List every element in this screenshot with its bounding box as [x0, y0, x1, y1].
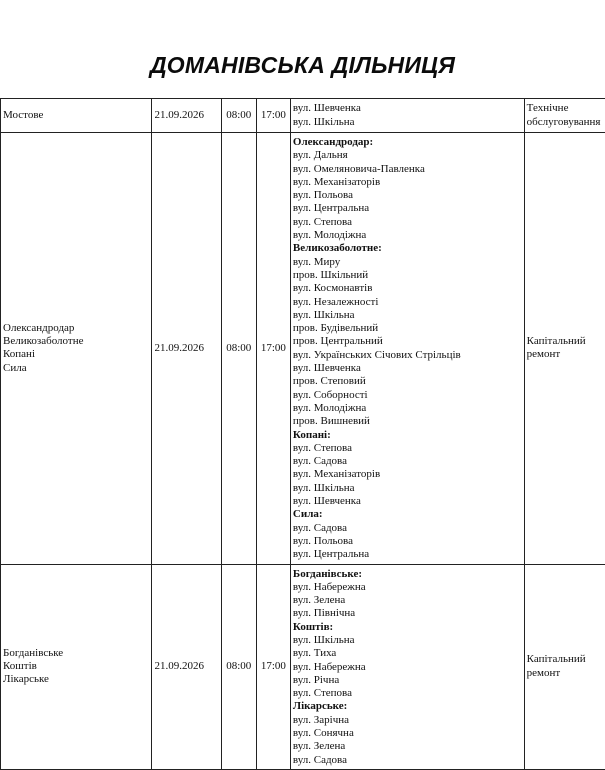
street-group-heading: Коштів:	[293, 621, 522, 634]
street-item: вул. Шевченка	[293, 102, 522, 115]
work-type-cell: Капітальний ремонт	[524, 133, 605, 565]
street-item: вул. Набережна	[293, 581, 522, 594]
street-item: вул. Зелена	[293, 594, 522, 607]
street-item: вул. Зелена	[293, 740, 522, 753]
street-group-heading: Богданівське:	[293, 568, 522, 581]
page-title: ДОМАНІВСЬКА ДІЛЬНИЦЯ	[0, 52, 605, 79]
settlement-name: Олександродар	[3, 322, 149, 335]
street-item: вул. Омеляновича-Павленка	[293, 163, 522, 176]
street-item: вул. Польова	[293, 535, 522, 548]
street-item: вул. Садова	[293, 522, 522, 535]
street-item: вул. Тиха	[293, 647, 522, 660]
street-item: вул. Космонавтів	[293, 282, 522, 295]
settlement-name: Мостове	[3, 109, 149, 122]
end-time-cell: 17:00	[256, 99, 290, 133]
street-item: вул. Садова	[293, 455, 522, 468]
street-item: вул. Шкільна	[293, 116, 522, 129]
street-item: вул. Шкільна	[293, 482, 522, 495]
streets-cell	[290, 133, 524, 565]
street-item: пров. Степовий	[293, 375, 522, 388]
street-item: вул. Набережна	[293, 661, 522, 674]
settlements-cell	[1, 564, 152, 769]
street-item: вул. Центральна	[293, 548, 522, 561]
settlement-name: Сила	[3, 362, 149, 375]
settlement-name: Великозаболотне	[3, 335, 149, 348]
street-item: вул. Центральна	[293, 202, 522, 215]
work-type-cell: Капітальний ремонт	[524, 564, 605, 769]
work-type-cell: Технічне обслуговування	[524, 99, 605, 133]
settlements-cell	[1, 133, 152, 565]
street-item: пров. Центральний	[293, 335, 522, 348]
street-item: вул. Механізаторів	[293, 176, 522, 189]
street-item: пров. Шкільний	[293, 269, 522, 282]
street-item: вул. Зарічна	[293, 714, 522, 727]
streets-cell	[290, 99, 524, 133]
street-item: вул. Незалежності	[293, 296, 522, 309]
settlements-cell	[1, 99, 152, 133]
date-cell: 21.09.2026	[152, 99, 221, 133]
street-group-heading: Сила:	[293, 508, 522, 521]
street-item: вул. Шевченка	[293, 495, 522, 508]
date-cell: 21.09.2026	[152, 564, 221, 769]
street-item: вул. Сонячна	[293, 727, 522, 740]
street-item: вул. Дальня	[293, 149, 522, 162]
street-item: вул. Українських Січових Стрільців	[293, 349, 522, 362]
settlement-name: Богданівське	[3, 647, 149, 660]
street-item: вул. Річна	[293, 674, 522, 687]
street-item: вул. Степова	[293, 687, 522, 700]
start-time-cell: 08:00	[221, 133, 256, 565]
street-item: вул. Степова	[293, 216, 522, 229]
settlement-name: Лікарське	[3, 673, 149, 686]
streets-cell	[290, 564, 524, 769]
street-item: пров. Будівельний	[293, 322, 522, 335]
street-group-heading: Олександродар:	[293, 136, 522, 149]
street-item: вул. Молодіжна	[293, 229, 522, 242]
settlement-name: Копані	[3, 348, 149, 361]
table-row	[1, 99, 605, 133]
street-group-heading: Копані:	[293, 429, 522, 442]
end-time-cell: 17:00	[256, 564, 290, 769]
settlement-name: Коштів	[3, 660, 149, 673]
street-item: вул. Польова	[293, 189, 522, 202]
street-item: вул. Північна	[293, 607, 522, 620]
street-group-heading: Лікарське:	[293, 700, 522, 713]
outage-schedule-table	[0, 98, 605, 770]
street-item: вул. Степова	[293, 442, 522, 455]
street-group-heading: Великозаболотне:	[293, 242, 522, 255]
table-row	[1, 133, 605, 565]
start-time-cell: 08:00	[221, 564, 256, 769]
street-item: вул. Шкільна	[293, 309, 522, 322]
street-item: вул. Молодіжна	[293, 402, 522, 415]
street-item: вул. Соборності	[293, 389, 522, 402]
end-time-cell: 17:00	[256, 133, 290, 565]
street-item: вул. Шкільна	[293, 634, 522, 647]
street-item: вул. Миру	[293, 256, 522, 269]
start-time-cell: 08:00	[221, 99, 256, 133]
street-item: пров. Вишневий	[293, 415, 522, 428]
table-row	[1, 564, 605, 769]
street-item: вул. Шевченка	[293, 362, 522, 375]
date-cell: 21.09.2026	[152, 133, 221, 565]
street-item: вул. Механізаторів	[293, 468, 522, 481]
street-item: вул. Садова	[293, 754, 522, 767]
